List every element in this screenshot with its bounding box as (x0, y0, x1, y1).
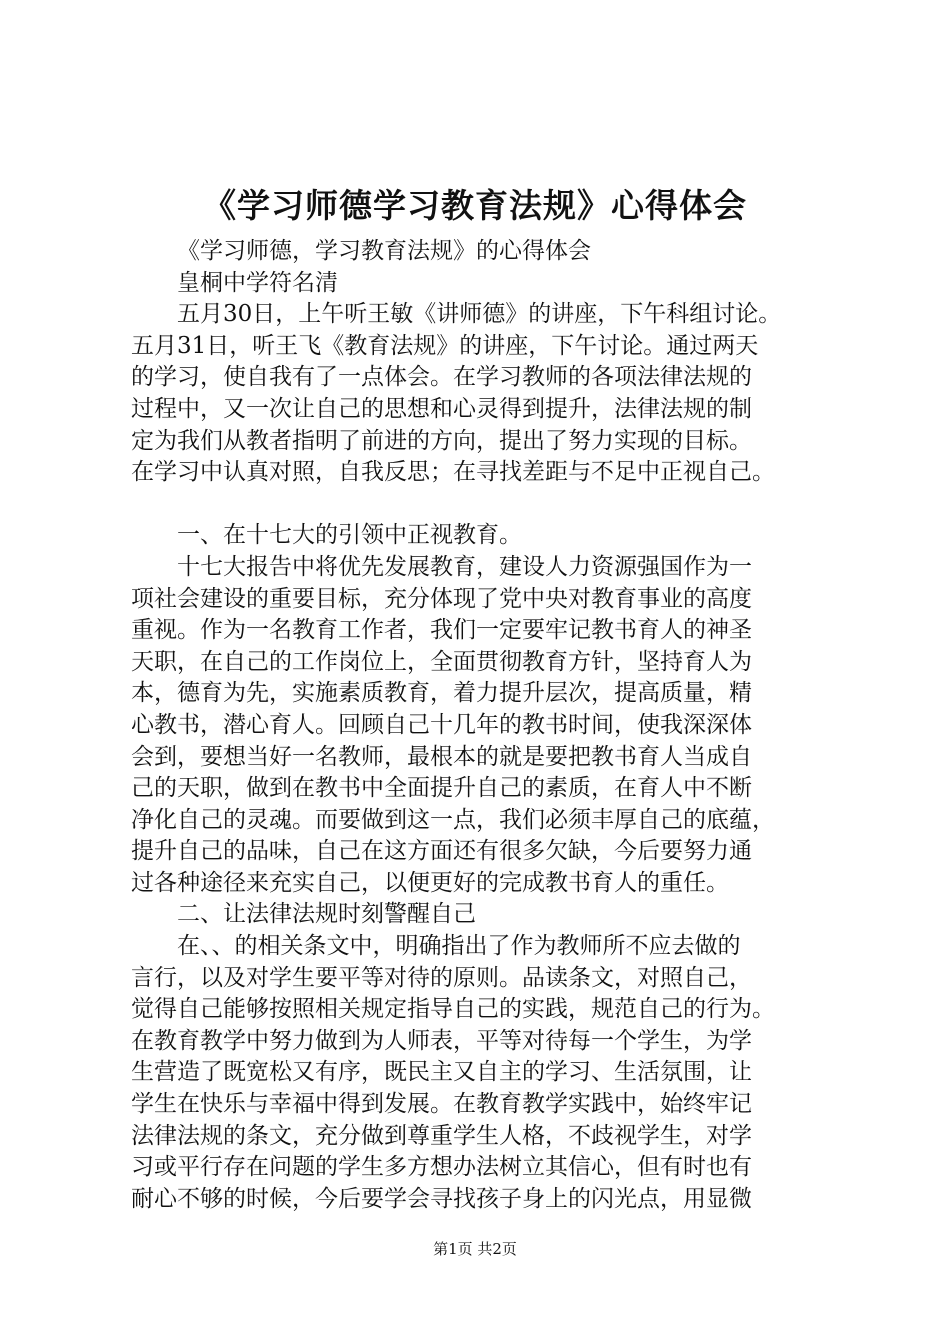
text-line: 十七大报告中将优先发展教育，建设人力资源强国作为一 (177, 553, 752, 580)
text-line: 重视。作为一名教育工作者，我们一定要牢记教书育人的神圣 (131, 617, 752, 644)
text-line: 觉得自己能够按照相关规定指导自己的实践，规范自己的行为。 (131, 996, 775, 1023)
text-line: 《学习师德，学习教育法规》的心得体会 (177, 238, 591, 264)
text-line: 耐心不够的时候，今后要学会寻找孩子身上的闪光点，用显微 (131, 1185, 752, 1212)
text-line: 在、、的相关条文中，明确指出了作为教师所不应去做的 (177, 933, 741, 960)
text-line: 天职，在自己的工作岗位上，全面贯彻教育方针，坚持育人为 (131, 648, 752, 675)
text-line: 学生在快乐与幸福中得到发展。在教育教学实践中，始终牢记 (131, 1091, 752, 1118)
blank-line (131, 489, 831, 521)
text-line: 定为我们从教者指明了前进的方向，提出了努力实现的目标。 (131, 427, 752, 454)
text-line: 法律法规的条文，充分做到尊重学生人格，不歧视学生，对学 (131, 1122, 752, 1149)
text-line: 言行，以及对学生要平等对待的原则。品读条文，对照自己， (131, 964, 752, 991)
text-line: 皇桐中学符名清 (177, 269, 338, 296)
text-line: 在教育教学中努力做到为人师表，平等对待每一个学生，为学 (131, 1027, 752, 1054)
text-line: 五月31日，听王飞《教育法规》的讲座，下午讨论。通过两天 (131, 332, 759, 359)
text-line: 过各种途径来充实自己，以便更好的完成教书育人的重任。 (131, 869, 729, 896)
document-title: 《学习师德学习教育法规》心得体会 (203, 186, 747, 225)
text-line: 习或平行存在问题的学生多方想办法树立其信心，但有时也有 (131, 1154, 752, 1181)
text-line: 二、让法律法规时刻警醒自己 (177, 901, 476, 928)
text-line: 心教书，潜心育人。回顾自己十几年的教书时间，使我深深体 (131, 711, 752, 738)
text-line: 在学习中认真对照，自我反思；在寻找差距与不足中正视自己。 (131, 459, 775, 486)
text-line: 生营造了既宽松又有序，既民主又自主的学习、生活氛围，让 (131, 1059, 752, 1086)
text-line: 会到，要想当好一名教师，最根本的就是要把教书育人当成自 (131, 743, 752, 770)
text-line: 提升自己的品味，自己在这方面还有很多欠缺，今后要努力通 (131, 838, 752, 865)
text-line: 一、在十七大的引领中正视教育。 (177, 522, 522, 549)
text-line: 过程中，又一次让自己的思想和心灵得到提升，法律法规的制 (131, 395, 752, 422)
document-body (131, 236, 831, 1215)
text-line: 项社会建设的重要目标，充分体现了党中央对教育事业的高度 (131, 585, 752, 612)
page-footer: 第1页 共2页 (433, 1240, 517, 1258)
text-line: 本，德育为先，实施素质教育，着力提升层次，提高质量，精 (131, 680, 752, 707)
text-line: 己的天职，做到在教书中全面提升自己的素质，在育人中不断 (131, 775, 752, 802)
text-line: 的学习，使自我有了一点体会。在学习教师的各项法律法规的 (131, 364, 752, 391)
text-line: 五月30日，上午听王敏《讲师德》的讲座，下午科组讨论。 (177, 301, 782, 328)
text-line: 净化自己的灵魂。而要做到这一点，我们必须丰厚自己的底蕴， (131, 806, 775, 833)
